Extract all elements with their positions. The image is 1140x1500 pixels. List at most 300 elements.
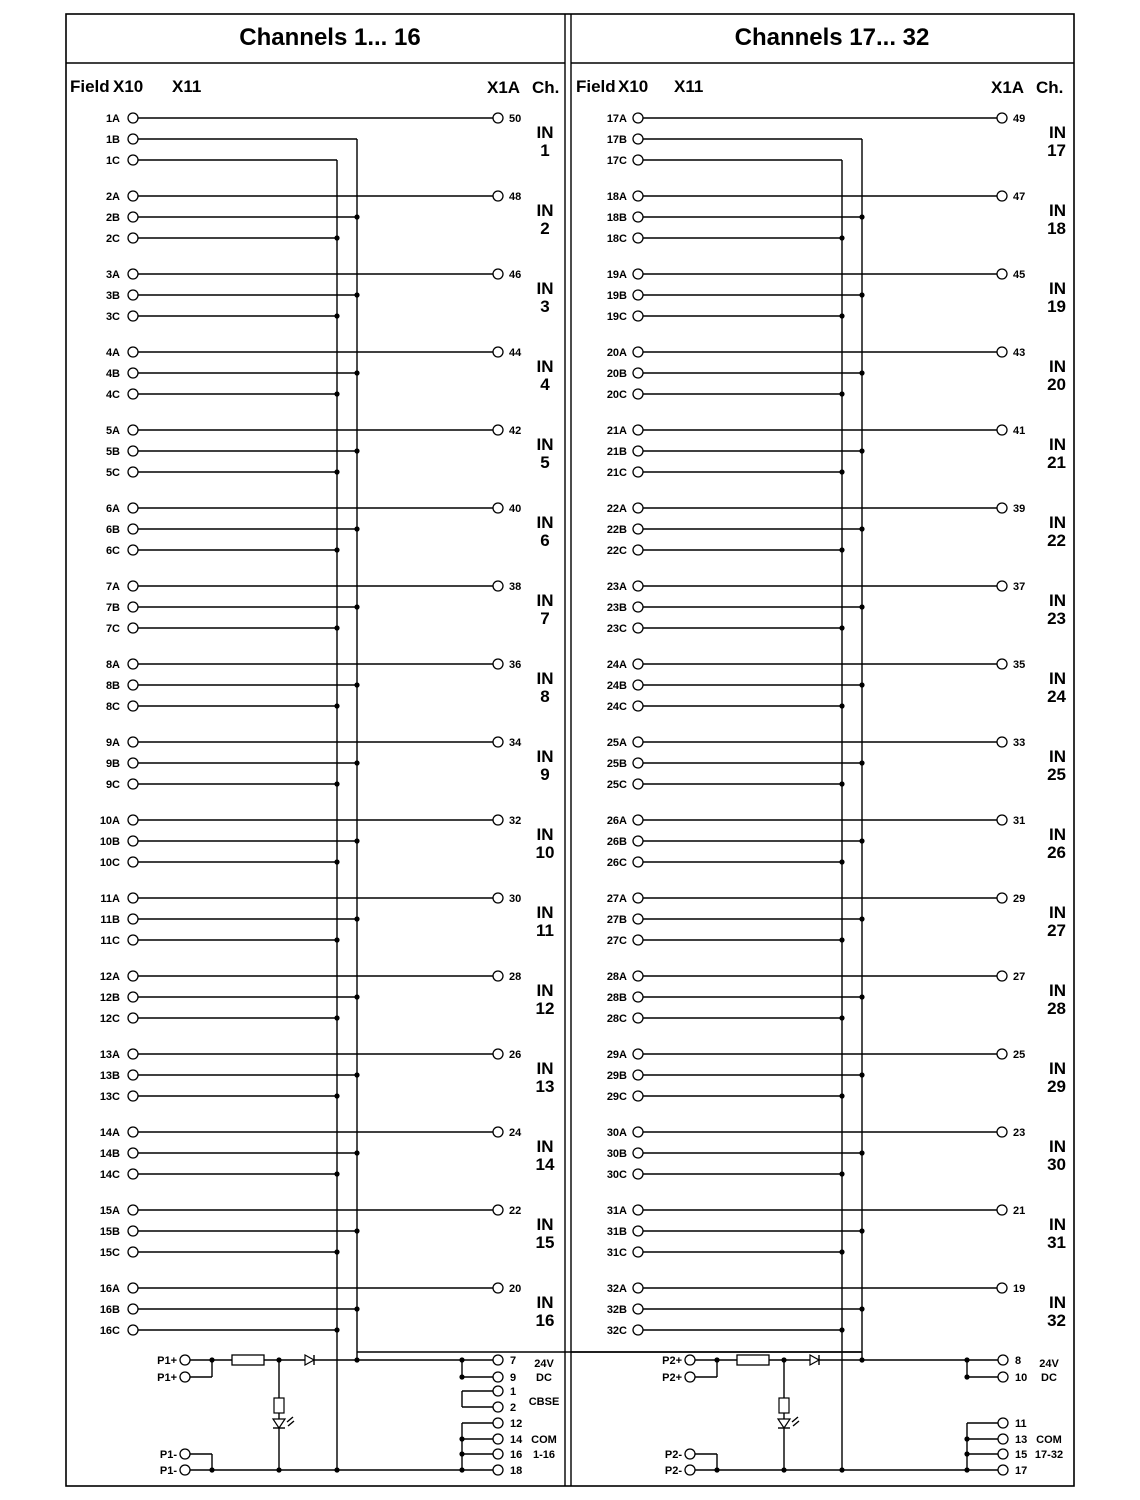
field-terminal-a-label: 17A	[606, 113, 627, 125]
field-terminal-c-label: 5C	[105, 467, 120, 479]
x1a-terminal	[997, 1127, 1007, 1137]
power-plus-label: P1+	[157, 1355, 177, 1367]
com-terminal	[998, 1434, 1008, 1444]
field-terminal-a-label: 32A	[606, 1283, 627, 1295]
junction-dot	[839, 625, 844, 630]
terminal-c	[128, 857, 138, 867]
junction-dot	[859, 292, 864, 297]
diode-symbol	[810, 1355, 819, 1365]
field-terminal-b-label: 4B	[105, 368, 120, 380]
junction-dot	[859, 760, 864, 765]
channel-in-label: IN	[536, 669, 554, 688]
v24-pin-number: 10	[1015, 1372, 1028, 1384]
channel-in-label: IN	[1049, 279, 1066, 298]
terminal-b	[633, 134, 643, 144]
junction-dot	[859, 1150, 864, 1155]
terminal-a	[128, 1283, 138, 1293]
terminal-b	[128, 134, 138, 144]
terminal-c	[633, 1169, 643, 1179]
field-terminal-b-label: 1B	[105, 134, 120, 146]
channel-in-label: IN	[1049, 1215, 1066, 1234]
field-terminal-b-label: 32B	[606, 1304, 627, 1316]
x1a-terminal	[493, 737, 503, 747]
x1a-terminal	[997, 347, 1007, 357]
field-terminal-a-label: 3A	[105, 269, 120, 281]
x1a-terminal	[997, 113, 1007, 123]
terminal-c	[128, 467, 138, 477]
header-x1a: X1A	[991, 78, 1025, 97]
com-terminal	[493, 1418, 503, 1428]
panel-title: Channels 17... 32	[734, 24, 930, 51]
field-terminal-b-label: 22B	[606, 524, 627, 536]
com-pin-number: 16	[510, 1449, 523, 1461]
channel-in-label: IN	[536, 357, 554, 376]
channel-number: 9	[540, 765, 550, 784]
terminal-c	[128, 1013, 138, 1023]
x1a-terminal	[493, 581, 503, 591]
terminal-a	[128, 425, 138, 435]
header-x10: X10	[113, 77, 144, 96]
channel-in-label: IN	[1049, 1059, 1066, 1078]
field-terminal-b-label: 23B	[606, 602, 627, 614]
x1a-terminal	[997, 971, 1007, 981]
junction-dot	[859, 838, 864, 843]
header-x11: X11	[674, 77, 704, 96]
junction-dot	[839, 1467, 844, 1472]
channel-in-label: IN	[536, 1215, 554, 1234]
v24-label: DC	[536, 1372, 552, 1384]
terminal-a	[633, 1205, 643, 1215]
terminal-c	[633, 545, 643, 555]
field-terminal-b-label: 27B	[606, 914, 627, 926]
junction-dot	[334, 1093, 339, 1098]
terminal-b	[633, 758, 643, 768]
junction-dot	[334, 235, 339, 240]
channel-number: 30	[1047, 1155, 1066, 1174]
terminal-c	[633, 1013, 643, 1023]
channel-number: 29	[1047, 1077, 1066, 1096]
terminal-c	[128, 779, 138, 789]
terminal-a	[128, 269, 138, 279]
com-terminal	[998, 1418, 1008, 1428]
terminal-a	[633, 815, 643, 825]
terminal-c	[633, 233, 643, 243]
junction-dot	[334, 1015, 339, 1020]
x1a-terminal	[493, 1283, 503, 1293]
x1a-pin-number: 34	[509, 737, 522, 749]
field-terminal-a-label: 15A	[99, 1205, 120, 1217]
junction-dot	[859, 370, 864, 375]
x1a-terminal	[493, 425, 503, 435]
terminal-c	[128, 623, 138, 633]
field-terminal-a-label: 10A	[99, 815, 120, 827]
field-terminal-a-label: 20A	[606, 347, 627, 359]
x1a-pin-number: 19	[1013, 1283, 1026, 1295]
x1a-terminal	[493, 971, 503, 981]
channel-in-label: IN	[1049, 825, 1066, 844]
x1a-terminal	[493, 815, 503, 825]
v24-terminal	[998, 1355, 1008, 1365]
x1a-pin-number: 48	[509, 191, 522, 203]
terminal-c	[128, 1325, 138, 1335]
terminal-b	[633, 290, 643, 300]
junction-dot	[276, 1467, 281, 1472]
terminal-a	[633, 347, 643, 357]
junction-dot	[781, 1467, 786, 1472]
channel-number: 1	[540, 141, 550, 160]
x1a-pin-number: 30	[509, 893, 522, 905]
field-terminal-a-label: 12A	[99, 971, 120, 983]
x1a-terminal	[997, 1283, 1007, 1293]
channel-in-label: IN	[1049, 123, 1066, 142]
channel-number: 11	[536, 921, 554, 940]
field-terminal-a-label: 29A	[606, 1049, 627, 1061]
power-plus-terminal	[685, 1372, 695, 1382]
x1a-pin-number: 42	[509, 425, 522, 437]
x1a-pin-number: 45	[1013, 269, 1026, 281]
junction-dot	[354, 448, 359, 453]
com-terminal	[493, 1449, 503, 1459]
terminal-a	[633, 893, 643, 903]
channel-in-label: IN	[1049, 435, 1066, 454]
terminal-b	[633, 446, 643, 456]
com-label: COM	[1036, 1434, 1062, 1446]
com-pin-number: 14	[510, 1434, 523, 1446]
power-plus-terminal	[685, 1355, 695, 1365]
outer-border	[66, 14, 1074, 1486]
x1a-pin-number: 32	[509, 815, 522, 827]
terminal-b	[633, 836, 643, 846]
field-terminal-a-label: 27A	[606, 893, 627, 905]
field-terminal-a-label: 2A	[105, 191, 120, 203]
header-field: Field	[70, 77, 110, 96]
terminal-b	[128, 524, 138, 534]
cbse-terminal	[493, 1386, 503, 1396]
terminal-b	[128, 368, 138, 378]
terminal-a	[128, 737, 138, 747]
terminal-c	[633, 311, 643, 321]
junction-dot	[839, 391, 844, 396]
cbse-pin-number: 1	[510, 1386, 517, 1398]
x1a-pin-number: 38	[509, 581, 522, 593]
terminal-a	[633, 1127, 643, 1137]
terminal-c	[633, 1325, 643, 1335]
field-terminal-a-label: 7A	[105, 581, 120, 593]
fuse-symbol	[737, 1355, 769, 1365]
x1a-terminal	[493, 503, 503, 513]
power-minus-terminal	[685, 1465, 695, 1475]
channel-number: 2	[540, 219, 550, 238]
field-terminal-b-label: 20B	[606, 368, 627, 380]
channel-number: 32	[1047, 1311, 1066, 1330]
x1a-terminal	[997, 503, 1007, 513]
field-terminal-c-label: 28C	[606, 1013, 627, 1025]
panel-channels-17-32	[565, 24, 1067, 1477]
terminal-b	[128, 914, 138, 924]
terminal-b	[128, 836, 138, 846]
led-ray	[287, 1417, 293, 1422]
junction-dot	[859, 604, 864, 609]
power-plus-label: P2+	[662, 1355, 682, 1367]
field-terminal-b-label: 29B	[606, 1070, 627, 1082]
junction-dot	[859, 448, 864, 453]
v24-pin-number: 8	[1015, 1355, 1022, 1367]
x1a-pin-number: 21	[1013, 1205, 1026, 1217]
junction-dot	[354, 1306, 359, 1311]
field-terminal-a-label: 21A	[606, 425, 627, 437]
junction-dot	[839, 1327, 844, 1332]
com-pin-number: 18	[510, 1465, 523, 1477]
led-ray	[792, 1417, 798, 1422]
junction-dot	[354, 916, 359, 921]
junction-dot	[354, 760, 359, 765]
field-terminal-c-label: 10C	[99, 857, 120, 869]
terminal-b	[128, 680, 138, 690]
x1a-terminal	[997, 425, 1007, 435]
terminal-a	[128, 815, 138, 825]
terminal-c	[128, 155, 138, 165]
resistor-symbol	[274, 1398, 284, 1413]
x1a-terminal	[493, 113, 503, 123]
junction-dot	[459, 1374, 464, 1379]
field-terminal-b-label: 17B	[606, 134, 627, 146]
field-terminal-a-label: 8A	[105, 659, 120, 671]
terminal-a	[128, 113, 138, 123]
channel-number: 15	[535, 1233, 555, 1252]
junction-dot	[859, 1357, 864, 1362]
fuse-symbol	[232, 1355, 264, 1365]
com-terminal	[998, 1465, 1008, 1475]
com-pin-number: 12	[510, 1418, 523, 1430]
terminal-a	[633, 1283, 643, 1293]
channel-in-label: IN	[536, 1293, 554, 1312]
field-terminal-a-label: 25A	[606, 737, 627, 749]
field-terminal-a-label: 23A	[606, 581, 627, 593]
field-terminal-c-label: 4C	[105, 389, 120, 401]
junction-dot	[839, 469, 844, 474]
field-terminal-c-label: 9C	[105, 779, 120, 791]
junction-dot	[839, 703, 844, 708]
terminal-c	[633, 389, 643, 399]
terminal-c	[128, 1169, 138, 1179]
field-terminal-a-label: 14A	[99, 1127, 120, 1139]
junction-dot	[839, 859, 844, 864]
channel-in-label: IN	[1049, 903, 1066, 922]
terminal-c	[128, 935, 138, 945]
header-x11: X11	[172, 77, 202, 96]
terminal-a	[128, 1205, 138, 1215]
x1a-pin-number: 37	[1013, 581, 1026, 593]
terminal-a	[128, 1049, 138, 1059]
junction-dot	[839, 235, 844, 240]
junction-dot	[859, 1306, 864, 1311]
x1a-pin-number: 23	[1013, 1127, 1026, 1139]
field-terminal-a-label: 24A	[606, 659, 627, 671]
junction-dot	[859, 214, 864, 219]
x1a-pin-number: 44	[509, 347, 522, 359]
terminal-b	[128, 1304, 138, 1314]
v24-terminal	[998, 1372, 1008, 1382]
channel-number: 28	[1047, 999, 1066, 1018]
channel-number: 12	[535, 999, 555, 1018]
x1a-pin-number: 40	[509, 503, 522, 515]
x1a-pin-number: 41	[1013, 425, 1026, 437]
com-pin-number: 17	[1015, 1465, 1028, 1477]
field-terminal-c-label: 23C	[606, 623, 627, 635]
com-label: 17-32	[1034, 1449, 1064, 1461]
terminal-b	[633, 1226, 643, 1236]
junction-dot	[839, 1015, 844, 1020]
channel-in-label: IN	[1049, 981, 1066, 1000]
junction-dot	[839, 313, 844, 318]
field-terminal-b-label: 11B	[100, 914, 120, 926]
x1a-pin-number: 31	[1013, 815, 1026, 827]
channel-in-label: IN	[536, 591, 554, 610]
field-terminal-c-label: 18C	[606, 233, 627, 245]
v24-terminal	[493, 1372, 503, 1382]
field-terminal-b-label: 9B	[105, 758, 120, 770]
junction-dot	[354, 292, 359, 297]
terminal-b	[633, 212, 643, 222]
field-terminal-a-label: 19A	[606, 269, 627, 281]
field-terminal-c-label: 13C	[99, 1091, 120, 1103]
junction-dot	[354, 214, 359, 219]
panel-title: Channels 1... 16	[239, 24, 421, 51]
terminal-c	[633, 155, 643, 165]
junction-dot	[354, 838, 359, 843]
led-icon	[778, 1419, 790, 1428]
channel-number: 7	[540, 609, 550, 628]
x1a-pin-number: 39	[1013, 503, 1026, 515]
channel-in-label: IN	[536, 513, 554, 532]
x1a-terminal	[493, 191, 503, 201]
junction-dot	[334, 313, 339, 318]
channel-in-label: IN	[1049, 513, 1066, 532]
field-terminal-b-label: 24B	[606, 680, 627, 692]
junction-dot	[209, 1357, 214, 1362]
terminal-a	[128, 659, 138, 669]
x1a-terminal	[997, 893, 1007, 903]
field-terminal-a-label: 16A	[99, 1283, 120, 1295]
power-plus-label: P1+	[157, 1372, 177, 1384]
field-terminal-c-label: 12C	[99, 1013, 120, 1025]
channel-number: 8	[540, 687, 550, 706]
field-terminal-c-label: 3C	[105, 311, 120, 323]
terminal-a	[128, 971, 138, 981]
channel-number: 5	[540, 453, 550, 472]
com-pin-number: 13	[1015, 1434, 1028, 1446]
channel-number: 23	[1047, 609, 1066, 628]
junction-dot	[354, 1228, 359, 1233]
x1a-pin-number: 43	[1013, 347, 1026, 359]
channel-in-label: IN	[1049, 747, 1066, 766]
field-terminal-a-label: 22A	[606, 503, 627, 515]
field-terminal-c-label: 26C	[606, 857, 627, 869]
field-terminal-c-label: 17C	[606, 155, 627, 167]
channel-number: 25	[1047, 765, 1066, 784]
x1a-terminal	[997, 1205, 1007, 1215]
field-terminal-a-label: 13A	[99, 1049, 120, 1061]
terminal-b	[633, 914, 643, 924]
junction-dot	[334, 1171, 339, 1176]
junction-dot	[839, 547, 844, 552]
field-terminal-a-label: 30A	[606, 1127, 627, 1139]
field-terminal-c-label: 2C	[105, 233, 120, 245]
x1a-pin-number: 24	[509, 1127, 522, 1139]
field-terminal-c-label: 7C	[105, 623, 120, 635]
terminal-c	[633, 1091, 643, 1101]
x1a-pin-number: 28	[509, 971, 522, 983]
power-plus-terminal	[180, 1355, 190, 1365]
field-terminal-a-label: 28A	[606, 971, 627, 983]
terminal-a	[633, 1049, 643, 1059]
channel-in-label: IN	[536, 981, 554, 1000]
field-terminal-a-label: 5A	[105, 425, 120, 437]
field-terminal-a-label: 4A	[105, 347, 120, 359]
header-ch: Ch.	[1036, 78, 1064, 97]
field-terminal-a-label: 1A	[105, 113, 120, 125]
v24-pin-number: 9	[510, 1372, 517, 1384]
terminal-c	[128, 1247, 138, 1257]
x1a-pin-number: 25	[1013, 1049, 1026, 1061]
junction-dot	[839, 937, 844, 942]
terminal-b	[633, 1304, 643, 1314]
terminal-c	[633, 1247, 643, 1257]
field-terminal-a-label: 11A	[100, 893, 120, 905]
x1a-terminal	[997, 581, 1007, 591]
channel-in-label: IN	[1049, 357, 1066, 376]
field-terminal-a-label: 6A	[105, 503, 120, 515]
terminal-b	[128, 446, 138, 456]
channel-number: 10	[535, 843, 555, 862]
x1a-pin-number: 46	[509, 269, 522, 281]
junction-dot	[714, 1357, 719, 1362]
channel-number: 18	[1047, 219, 1066, 238]
terminal-c	[128, 311, 138, 321]
field-terminal-b-label: 21B	[606, 446, 627, 458]
junction-dot	[354, 604, 359, 609]
cbse-label: CBSE	[528, 1396, 560, 1408]
terminal-a	[128, 347, 138, 357]
field-terminal-a-label: 31A	[606, 1205, 627, 1217]
terminal-a	[128, 191, 138, 201]
x1a-pin-number: 22	[509, 1205, 522, 1217]
v24-terminal	[493, 1355, 503, 1365]
channel-in-label: IN	[536, 123, 554, 142]
field-terminal-b-label: 31B	[606, 1226, 627, 1238]
terminal-b	[633, 368, 643, 378]
junction-dot	[334, 1467, 339, 1472]
junction-dot	[354, 994, 359, 999]
channel-in-label: IN	[536, 903, 554, 922]
terminal-b	[633, 1070, 643, 1080]
terminal-b	[128, 1070, 138, 1080]
junction-dot	[839, 1171, 844, 1176]
junction-dot	[839, 1093, 844, 1098]
terminal-b	[128, 758, 138, 768]
x1a-pin-number: 26	[509, 1049, 522, 1061]
terminal-b	[128, 1148, 138, 1158]
x1a-pin-number: 33	[1013, 737, 1026, 749]
junction-dot	[209, 1467, 214, 1472]
junction-dot	[334, 859, 339, 864]
field-terminal-c-label: 29C	[606, 1091, 627, 1103]
x1a-terminal	[997, 191, 1007, 201]
channel-number: 31	[1047, 1233, 1066, 1252]
x1a-terminal	[493, 659, 503, 669]
power-plus-terminal	[180, 1372, 190, 1382]
power-minus-terminal	[180, 1465, 190, 1475]
